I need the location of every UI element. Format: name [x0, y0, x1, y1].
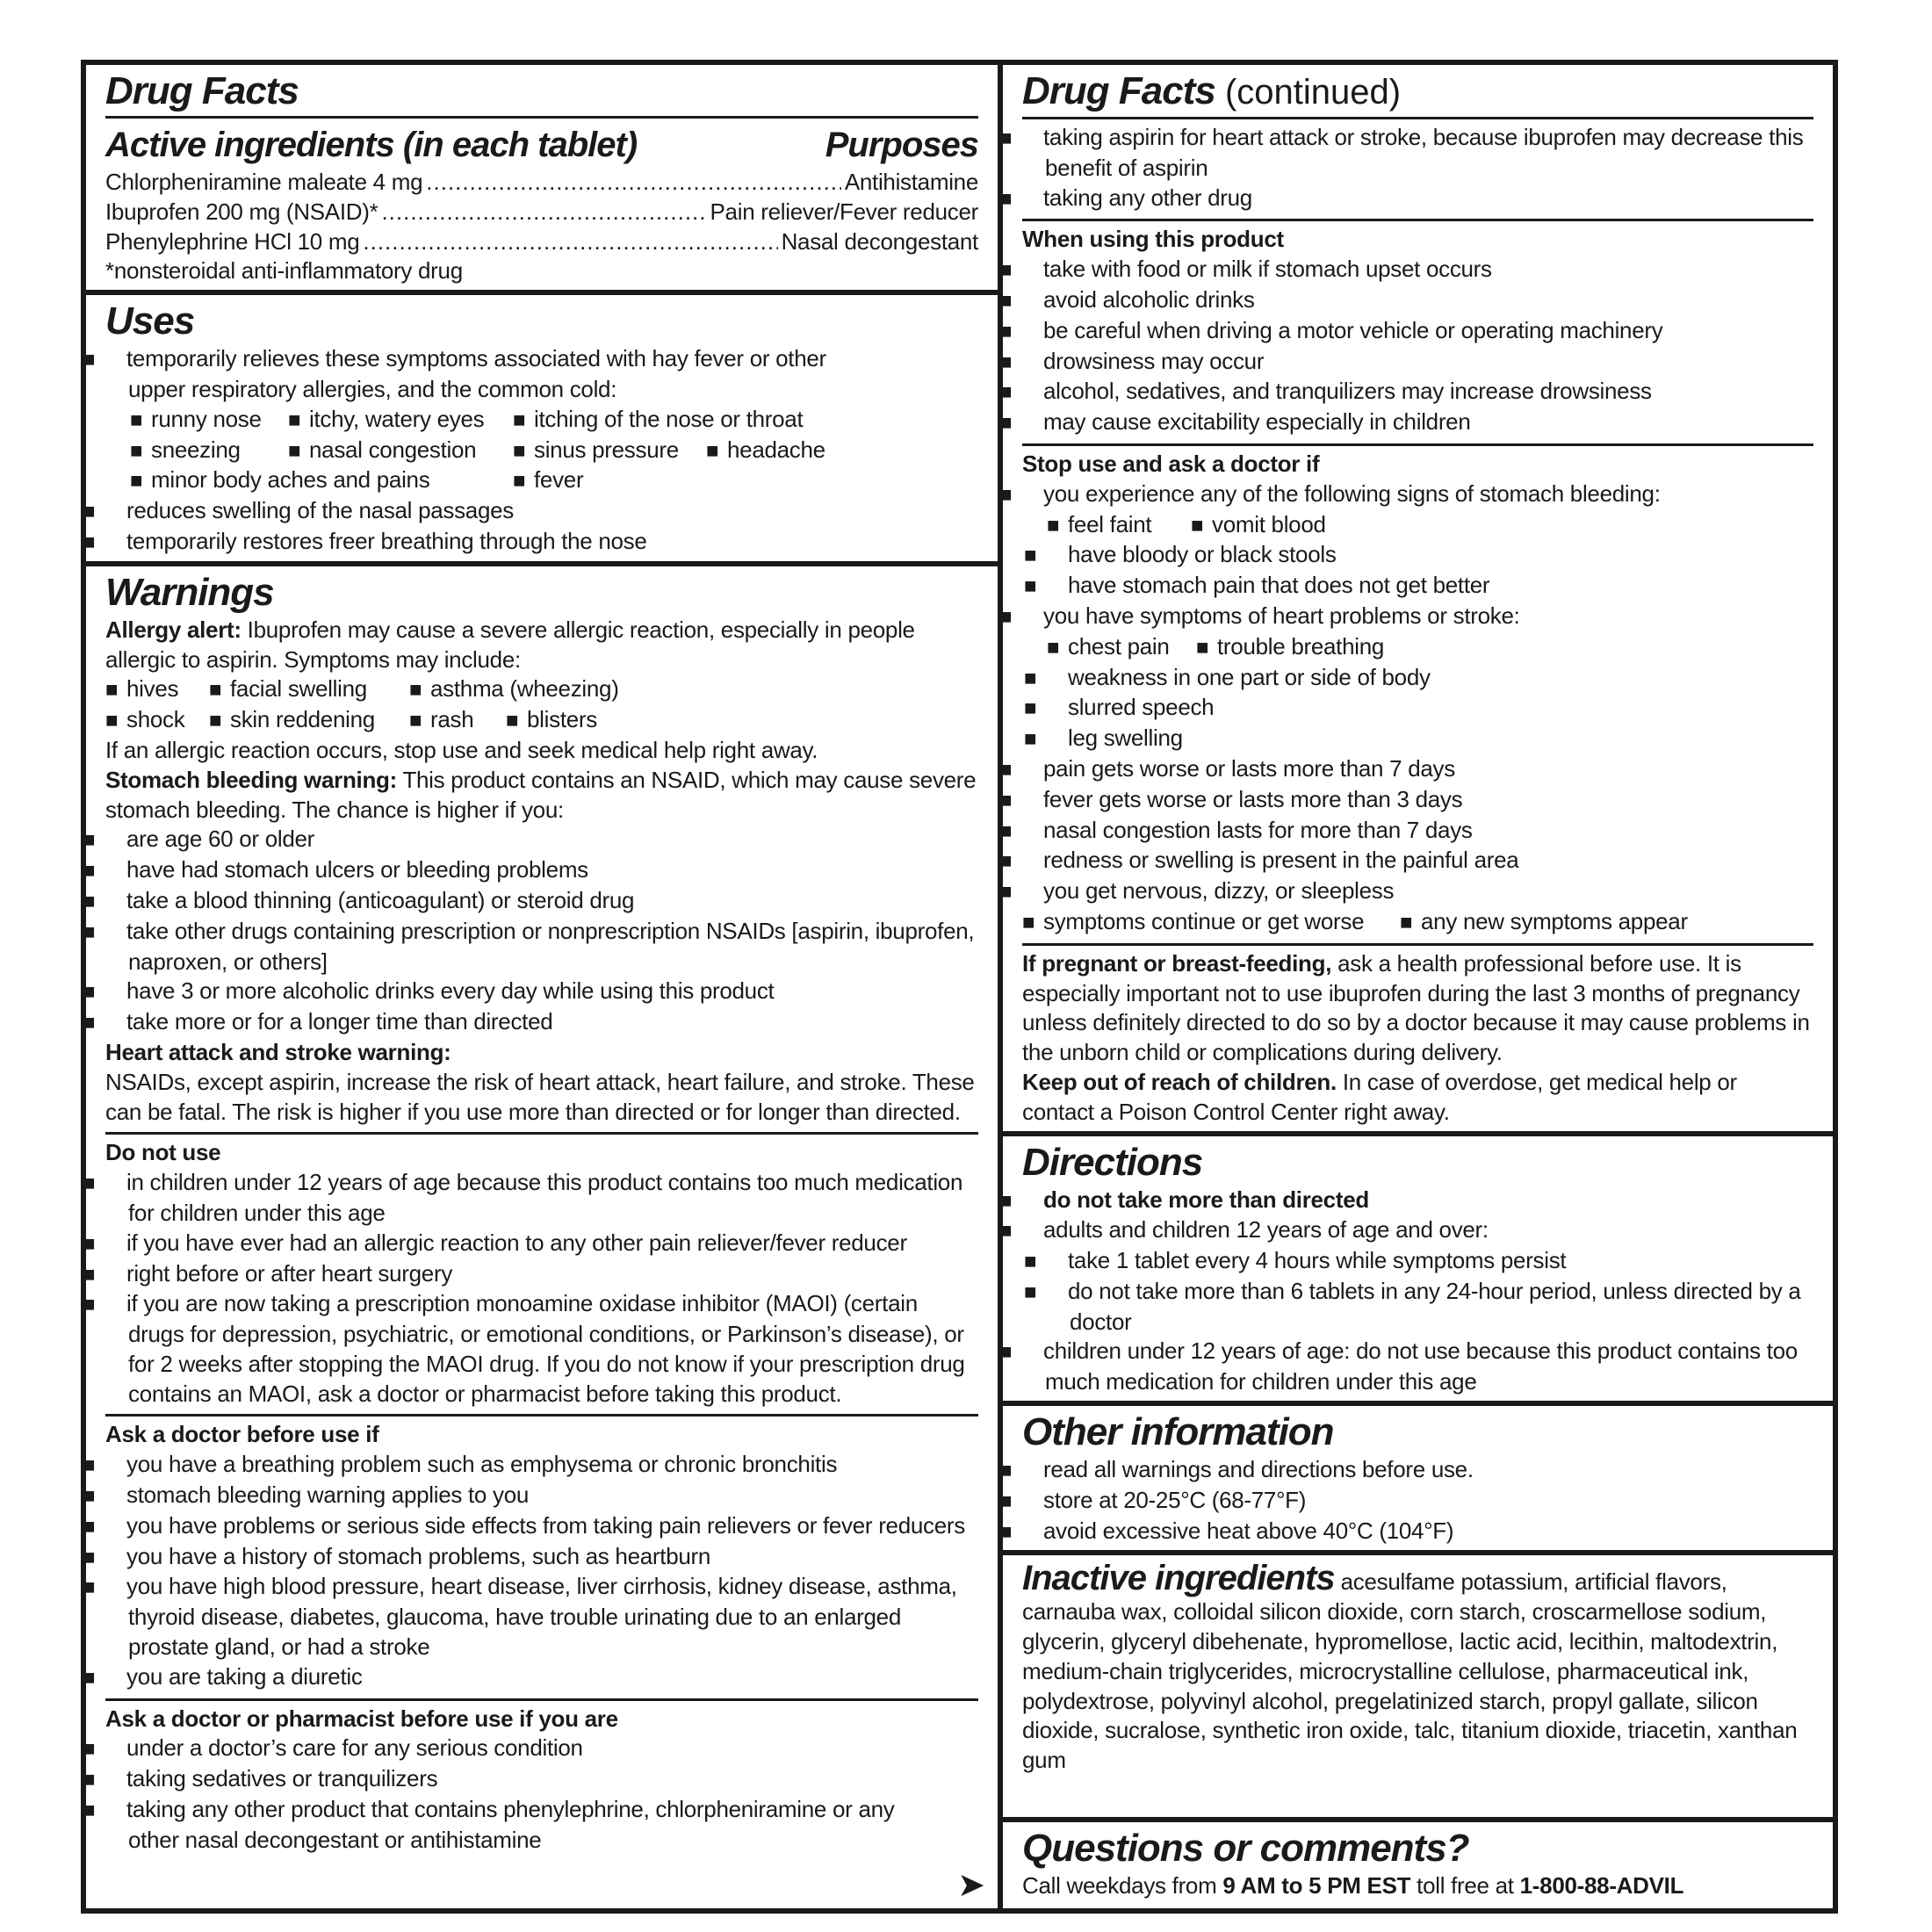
list-item: ■ under a doctor’s care for any serious condition	[105, 1734, 978, 1764]
list-item: ■ alcohol, sedatives, and tranquilizers may increase drowsiness	[1022, 377, 1813, 407]
left-column	[86, 65, 1003, 1908]
list-item: ■ have bloody or black stools	[1047, 540, 1813, 571]
list-item: ■ take with food or milk if stomach upset occurs	[1022, 255, 1813, 285]
list-item: ■ read all warnings and directions before use.	[1022, 1455, 1813, 1486]
list-item: ■ be careful when driving a motor vehicle or operating machinery	[1022, 316, 1813, 347]
symptom-row: ■ chest pain ■ trouble breathing	[1047, 632, 1813, 663]
list-item: ■ adults and children 12 years of age and over:	[1022, 1215, 1813, 1246]
other-information-heading: Other information	[1022, 1410, 1334, 1454]
list-item: ■ leg swelling	[1047, 724, 1813, 754]
active-ingredients-panel	[86, 65, 998, 290]
list-item: ■ right before or after heart surgery	[105, 1259, 978, 1290]
other-information-panel	[1003, 1401, 1833, 1550]
list-item: ■ take other drugs containing prescription or nonprescription NSAIDs [aspirin, ibuprofen, naproxen, or others]	[105, 917, 978, 977]
list-item: ■ avoid alcoholic drinks	[1022, 285, 1813, 316]
purposes-heading: Purposes	[825, 126, 978, 164]
list-item: ■ you have high blood pressure, heart disease, liver cirrhosis, kidney disease, asthma, thyroid disease, diabetes, glaucoma, have trouble urinating due to an enlarged prostate gland, or had a stroke	[105, 1572, 978, 1662]
list-item: ■ taking any other drug	[1022, 184, 1813, 214]
list-item: ■ stomach bleeding warning applies to you	[105, 1481, 978, 1511]
list-item: ■ avoid excessive heat above 40°C (104°F)	[1022, 1517, 1813, 1551]
ask-pharmacist-heading: Ask a doctor or pharmacist before use if you are	[105, 1705, 618, 1732]
warnings-continued-panel	[1003, 65, 1833, 1131]
list-item: ■ reduces swelling of the nasal passages	[105, 496, 978, 527]
list-item: ■ have 3 or more alcoholic drinks every day while using this product	[105, 977, 978, 1007]
footnote: *nonsteroidal anti-inflammatory drug	[105, 257, 463, 285]
inactive-ingredients-panel	[1003, 1550, 1833, 1817]
list-item: ■ fever gets worse or lasts more than 3 days	[1022, 785, 1813, 816]
list-item: ■ take 1 tablet every 4 hours while symptoms persist	[1047, 1246, 1813, 1277]
list-item: ■ taking aspirin for heart attack or stroke, because ibuprofen may decrease this benefit of aspirin	[1022, 123, 1813, 184]
symptom-row: ■ sneezing ■ nasal congestion ■ sinus pressure ■ headache	[130, 436, 978, 466]
list-item: ■ you have symptoms of heart problems or stroke:	[1022, 602, 1813, 632]
warnings-panel	[86, 561, 998, 1908]
warnings-heading: Warnings	[105, 570, 274, 614]
symptom-row: ■ minor body aches and pains ■ fever	[130, 465, 978, 496]
list-item: ■ children under 12 years of age: do not use because this product contains too much medication for children under this age	[1022, 1337, 1813, 1401]
ingredient-row: Phenylephrine HCl 10 mg ..... Nasal decongestant	[105, 227, 978, 257]
uses-panel	[86, 290, 998, 561]
list-item: ■ do not take more than directed	[1022, 1186, 1813, 1216]
list-item: ■ temporarily relieves these symptoms associated with hay fever or other upper respiratory allergies, and the common cold:	[105, 344, 978, 405]
uses-heading: Uses	[105, 299, 195, 343]
list-item: ■ do not take more than 6 tablets in any 24-hour period, unless directed by a doctor	[1047, 1277, 1813, 1337]
keep-out-of-reach: Keep out of reach of children. In case of overdose, get medical help or contact a Poison Control Center right away.	[1022, 1068, 1737, 1125]
allergy-after: If an allergic reaction occurs, stop use and seek medical help right away.	[105, 736, 818, 763]
ask-doctor-heading: Ask a doctor before use if	[105, 1421, 379, 1448]
list-item: ■ drowsiness may occur	[1022, 347, 1813, 378]
list-item: ■ have stomach pain that does not get better	[1047, 571, 1813, 602]
drug-facts-title: Drug Facts	[105, 69, 299, 112]
allergy-alert: Allergy alert: Ibuprofen may cause a severe allergic reaction, especially in people allergic to aspirin. Symptoms may include:	[105, 616, 915, 673]
drug-facts-label	[81, 60, 1838, 1914]
list-item: ■ if you have ever had an allergic reaction to any other pain reliever/fever reducer	[105, 1229, 978, 1259]
list-item: ■ taking any other product that contains phenylephrine, chlorpheniramine or any other nasal decongestant or antihistamine	[105, 1795, 978, 1856]
list-item: ■ redness or swelling is present in the painful area	[1022, 846, 1813, 876]
do-not-use-heading: Do not use	[105, 1139, 221, 1166]
stomach-warning: Stomach bleeding warning: This product contains an NSAID, which may cause severe stomach bleeding. The chance is higher if you:	[105, 766, 977, 823]
ingredient-row: Chlorpheniramine maleate 4 mg ..... Antihistamine	[105, 168, 978, 198]
symptom-row: ■ symptoms continue or get worse ■ any new symptoms appear	[1022, 907, 1813, 938]
when-using-heading: When using this product	[1022, 226, 1284, 253]
questions-heading: Questions or comments?	[1022, 1827, 1469, 1871]
directions-panel	[1003, 1131, 1833, 1402]
list-item: ■ you have a breathing problem such as emphysema or chronic bronchitis	[105, 1450, 978, 1481]
right-column	[1003, 65, 1833, 1908]
list-item: ■ take a blood thinning (anticoagulant) or steroid drug	[105, 886, 978, 917]
list-item: ■ may cause excitability especially in children	[1022, 407, 1813, 438]
inactive-ingredients: Inactive ingredients acesulfame potassium, artificial flavors, carnauba wax, colloidal silicon dioxide, corn starch, croscarmellose sodium, glycerin, glyceryl dibehenate, hypromellose, lactic acid, lecithin, maltodextrin, medium-chain triglycerides, microcrystalline cellulose, pharmaceutical ink, polydextrose, polyvinyl alcohol, pregelatinized starch, propyl gallate, silicon dioxide, sucralose, synthetic iron oxide, talc, titanium dioxide, triacetin, xanthan gum	[1022, 1559, 1798, 1774]
directions-heading: Directions	[1022, 1140, 1203, 1184]
list-item: ■ you have a history of stomach problems, such as heartburn	[105, 1542, 978, 1573]
list-item: ■ weakness in one part or side of body	[1047, 663, 1813, 694]
questions-panel	[1003, 1817, 1833, 1908]
list-item: ■ nasal congestion lasts for more than 7 days	[1022, 816, 1813, 847]
symptom-row: ■ runny nose ■ itchy, watery eyes ■ itching of the nose or throat	[130, 405, 978, 436]
pregnancy-warning: If pregnant or breast-feeding, ask a health professional before use. It is especially important not to use ibuprofen during the last 3 months of pregnancy unless definitely directed to do so by a doctor because it may cause problems in the unborn child or complications during delivery.	[1022, 949, 1810, 1066]
ingredient-row: Ibuprofen 200 mg (NSAID)* ..... Pain reliever/Fever reducer	[105, 198, 978, 227]
phone-number: 1-800-88-ADVIL	[1519, 1872, 1684, 1900]
heart-warning-text: NSAIDs, except aspirin, increase the risk of heart attack, heart failure, and stroke. These can be fatal. The risk is higher if you use more than directed or for longer than directed.	[105, 1068, 975, 1125]
heart-warning-label: Heart attack and stroke warning:	[105, 1038, 451, 1065]
symptom-row: ■ shock ■ skin reddening ■ rash ■ blisters	[105, 705, 978, 736]
list-item: ■ store at 20-25°C (68-77°F)	[1022, 1486, 1813, 1517]
list-item: ■ take more or for a longer time than directed	[105, 1007, 978, 1038]
symptom-row: ■ hives ■ facial swelling ■ asthma (wheezing)	[105, 674, 978, 705]
list-item: ■ are age 60 or older	[105, 825, 978, 855]
right-arrow-icon: ➤	[957, 1867, 985, 1904]
active-ingredients-header	[105, 122, 978, 168]
list-item: ■ taking sedatives or tranquilizers	[105, 1764, 978, 1795]
list-item: ■ in children under 12 years of age because this product contains too much medication for children under this age	[105, 1168, 978, 1229]
list-item: ■ you are taking a diuretic	[105, 1662, 978, 1693]
list-item: ■ slurred speech	[1047, 693, 1813, 724]
symptom-row: ■ feel faint ■ vomit blood	[1047, 510, 1813, 541]
list-item: ■ you experience any of the following signs of stomach bleeding:	[1022, 479, 1813, 510]
stop-use-heading: Stop use and ask a doctor if	[1022, 450, 1320, 477]
list-item: ■ you get nervous, dizzy, or sleepless	[1022, 876, 1813, 907]
active-ingredients-heading: Active ingredients (in each tablet)	[105, 126, 638, 164]
list-item: ■ if you are now taking a prescription monoamine oxidase inhibitor (MAOI) (certain drugs for depression, psychiatric, or emotional conditions, or Parkinson’s disease), or for 2 weeks after stopping the MAOI drug. If you do not know if your prescription drug contains an MAOI, ask a doctor or pharmacist before taking this product.	[105, 1289, 978, 1409]
contact-line: Call weekdays from 9 AM to 5 PM EST toll free at 1-800-88-ADVIL	[1022, 1872, 1684, 1900]
drug-facts-continued-title: Drug Facts (continued)	[1022, 69, 1402, 112]
list-item: ■ pain gets worse or lasts more than 7 days	[1022, 754, 1813, 785]
list-item: ■ temporarily restores freer breathing through the nose	[105, 527, 978, 561]
list-item: ■ you have problems or serious side effects from taking pain relievers or fever reducers	[105, 1511, 978, 1542]
list-item: ■ have had stomach ulcers or bleeding problems	[105, 855, 978, 886]
